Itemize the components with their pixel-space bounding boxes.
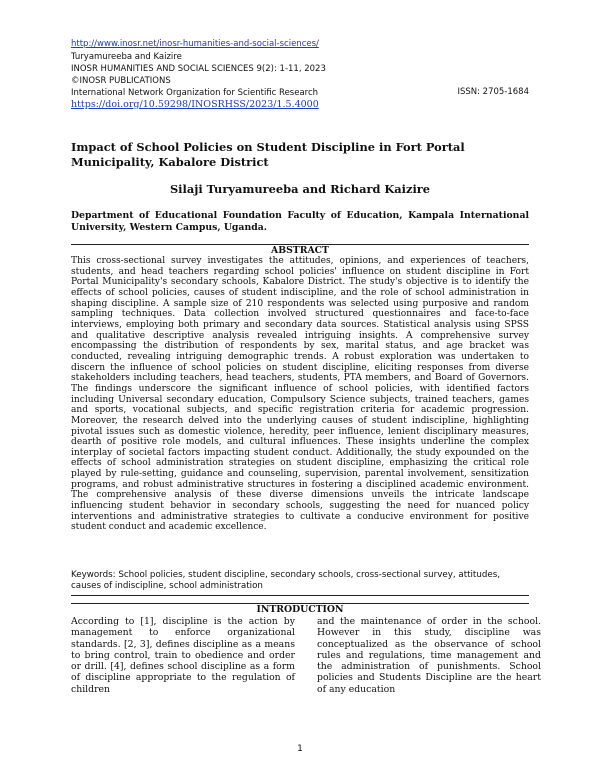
journal-url-link[interactable]: http://www.inosr.net/inosr-humanities-and-social-sciences/ bbox=[71, 39, 319, 49]
intro-left-column: According to [1], discipline is the action by management to enforce organizational standards. [2, 3], defines discipline as a means to bring control, train to obedience and order or drill. [4], defines school discipline as a form of discipline appropriate to the regulation of children bbox=[71, 616, 295, 695]
keywords-label: Keywords: bbox=[71, 570, 116, 580]
keywords-list: School policies, student discipline, secondary schools, cross-sectional survey, attitudes, causes of indiscipline, school administration bbox=[71, 570, 500, 591]
intro-right-column: and the maintenance of order in the school. However in this study, discipline was conceptualized as the observance of school rules and regulations, time management and the administration of punishments. School policies and Students Discipline are the heart of any education bbox=[317, 616, 541, 695]
paper-title: Impact of School Policies on Student Discipline in Fort Portal Municipality, Kabalore District bbox=[71, 140, 465, 169]
abstract-heading: ABSTRACT bbox=[271, 245, 329, 256]
journal-citation: INOSR HUMANITIES AND SOCIAL SCIENCES 9(2): 1-11, 2023 bbox=[71, 64, 326, 74]
author-affiliation: Department of Educational Foundation Faculty of Education, Kampala International University, Western Campus, Uganda. bbox=[71, 210, 529, 233]
issn-number: ISSN: 2705-1684 bbox=[457, 87, 529, 97]
abstract-text: This cross-sectional survey investigates the attitudes, opinions, and experiences of teachers, students, and head teachers regarding school policies' influence on student discipline in Fort Portal Municipality's secondary schools, Kabalore District. The study's objective is to identify the effects of school policies, causes of student indiscipline, and the role of school administration in shaping discipline. A sample size of 210 respondents was selected using purposive and random sampling techniques. Data collection involved structured questionnaires and face-to-face interviews, employing both primary and secondary data sources. Statistical analysis using SPSS and qualitative descriptive analysis revealed intriguing insights. A comprehensive survey encompassing the distribution of respondents by sex, marital status, and age bracket was conducted, revealing intriguing demographic trends. A robust exploration was undertaken to discern the influence of school policies on student discipline, eliciting responses from diverse stakeholders including teachers, head teachers, students, PTA members, and Board of Governors. The findings underscore the significant influence of school policies, with identified factors including Universal secondary education, Compulsory Science subjects, trained teachers, games and sports, vocational subjects, and specific registration criteria for academic progression. Moreover, the research delved into the underlying causes of student indiscipline, highlighting pivotal issues such as domestic violence, heredity, peer influence, lenient disciplinary measures, dearth of positive role models, and cultural influences. These insights underline the complex interplay of societal factors impacting student conduct. Additionally, the study expounded on the effects of school administration strategies on student discipline, emphasizing the critical role played by rule-setting, guidance and counseling, supervision, parental involvement, sensitization programs, and robust administrative structures in fostering a disciplined academic environment. The comprehensive analysis of these diverse dimensions unveils the intricate landscape influencing student behavior in secondary schools, suggesting the need for nuanced policy interventions and administrative strategies to cultivate a conducive environment for positive student conduct and academic excellence. bbox=[71, 256, 529, 533]
doi-link[interactable]: https://doi.org/10.59298/INOSRHSS/2023/1.5.4000 bbox=[71, 99, 319, 110]
organization-line: International Network Organization for Scientific Research bbox=[71, 88, 319, 98]
keywords-block bbox=[71, 570, 529, 591]
page-number: 1 bbox=[297, 744, 303, 754]
introduction-heading: INTRODUCTION bbox=[256, 604, 344, 615]
running-authors: Turyamureeba and Kaizire bbox=[71, 52, 182, 62]
abstract-bottom-rule bbox=[71, 595, 529, 596]
paper-authors: Silaji Turyamureeba and Richard Kaizire bbox=[169, 182, 431, 196]
publisher-line: ©INOSR PUBLICATIONS bbox=[71, 76, 171, 86]
